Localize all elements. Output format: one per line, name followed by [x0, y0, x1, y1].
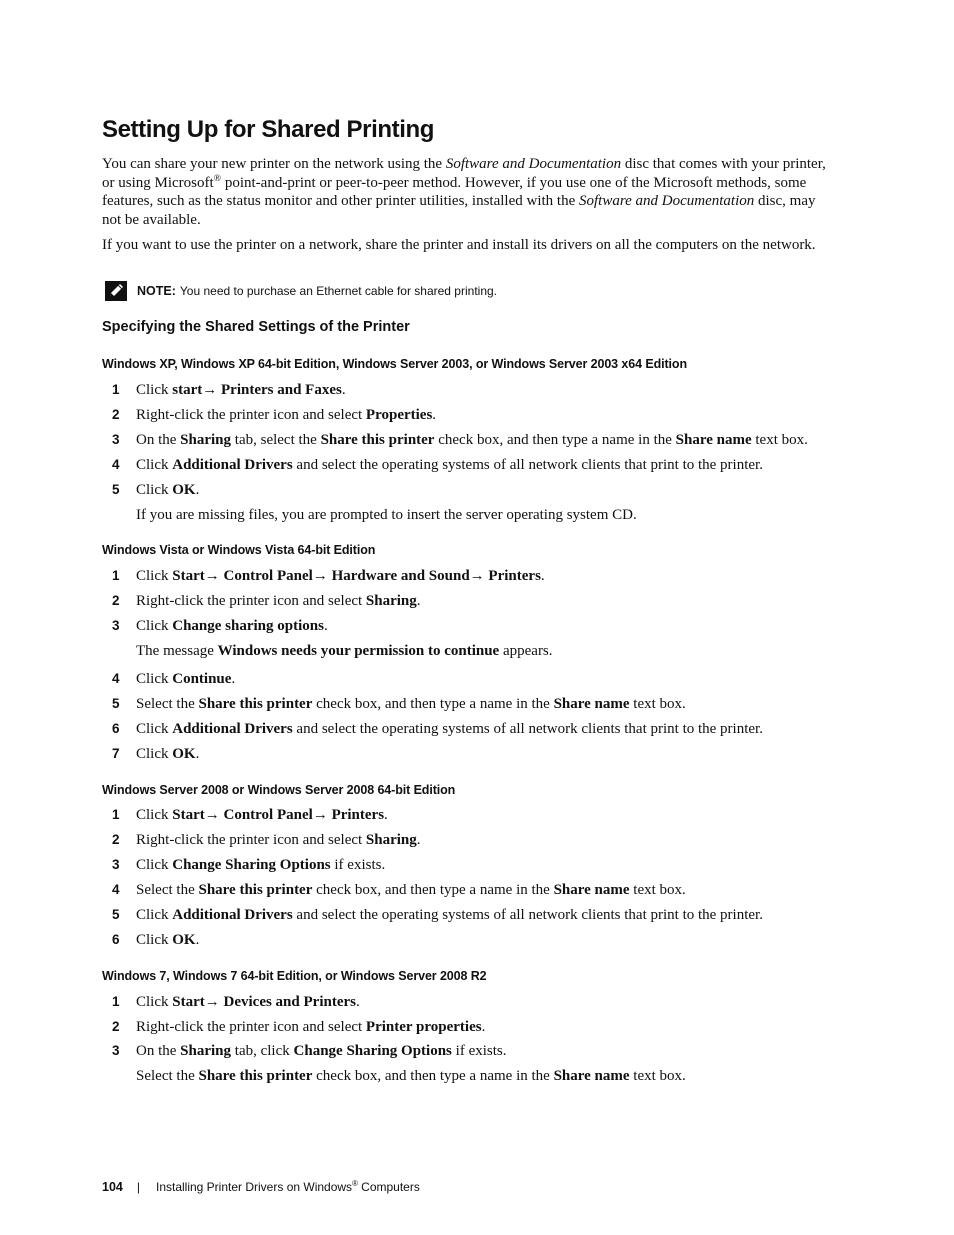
vista-step-7: 7 Click OK.	[112, 746, 200, 762]
ws2008-step-6: 6 Click OK.	[112, 932, 200, 948]
vista-step-5: 5 Select the Share this printer check box, and then type a name in the Share name text box.	[112, 696, 686, 712]
ws2008-step-1: 1 Click Start→ Control Panel→ Printers.	[112, 807, 388, 823]
section-title: Specifying the Shared Settings of the Printer	[102, 319, 410, 335]
xp-heading: Windows XP, Windows XP 64-bit Edition, Windows Server 2003, or Windows Server 2003 x64 Edition	[102, 357, 687, 371]
win7-step-1: 1 Click Start→ Devices and Printers.	[112, 994, 360, 1010]
ws2008-step-2: 2 Right-click the printer icon and select Sharing.	[112, 832, 421, 848]
page-footer	[102, 1180, 420, 1194]
footer-separator: |	[136, 1180, 140, 1194]
xp-step-1: 1 Click start→ Printers and Faxes.	[112, 382, 346, 398]
xp-step-4: 4 Click Additional Drivers and select the operating systems of all network clients that print to the printer.	[112, 457, 763, 473]
ws2008-step-3: 3 Click Change Sharing Options if exists.	[112, 857, 386, 873]
note-box	[105, 280, 497, 302]
vista-step-3: 3 Click Change sharing options.	[112, 618, 328, 634]
note-text: You need to purchase an Ethernet cable for shared printing.	[179, 284, 497, 298]
vista-step-2: 2 Right-click the printer icon and select Sharing.	[112, 593, 421, 609]
vista-step-4: 4 Click Continue.	[112, 671, 236, 687]
note-label: NOTE:	[137, 284, 176, 298]
ws2008-step-5: 5 Click Additional Drivers and select the operating systems of all network clients that print to the printer.	[112, 907, 763, 923]
vista-step-3-note: The message Windows needs your permission to continue appears.	[136, 643, 553, 659]
win7-heading: Windows 7, Windows 7 64-bit Edition, or Windows Server 2008 R2	[102, 969, 487, 983]
vista-step-6: 6 Click Additional Drivers and select the operating systems of all network clients that print to the printer.	[112, 721, 763, 737]
xp-step-5-note: If you are missing files, you are prompted to insert the server operating system CD.	[136, 507, 637, 523]
xp-step-3: 3 On the Sharing tab, select the Share this printer check box, and then type a name in the Share name text box.	[112, 432, 808, 448]
xp-step-5: 5 Click OK.	[112, 482, 200, 498]
page-title: Setting Up for Shared Printing	[102, 116, 435, 143]
win7-step-3-note: Select the Share this printer check box, and then type a name in the Share name text box.	[136, 1068, 686, 1084]
vista-step-1: 1 Click Start→ Control Panel→ Hardware and Sound→ Printers.	[112, 568, 545, 584]
win7-step-3: 3 On the Sharing tab, click Change Sharing Options if exists.	[112, 1043, 507, 1059]
intro-paragraph-2: If you want to use the printer on a network, share the printer and install its drivers on all the computers on the network.	[102, 237, 816, 253]
page-number: 104	[102, 1180, 123, 1194]
xp-step-2: 2 Right-click the printer icon and select Properties.	[112, 407, 437, 423]
footer-chapter-title: Installing Printer Drivers on Windows® Computers	[155, 1179, 420, 1194]
intro-paragraph-1: You can share your new printer on the network using the Software and Documentation disc that comes with your printer, or using Microsoft® point-and-print or peer-to-peer method. However, if you use one of the Microsoft methods, some features, such as the status monitor and other printer utilities, installed with the Software and Documentation disc, may not be available.	[102, 156, 826, 228]
pencil-note-icon	[105, 281, 127, 301]
win7-step-2: 2 Right-click the printer icon and select Printer properties.	[112, 1019, 486, 1035]
ws2008-step-4: 4 Select the Share this printer check box, and then type a name in the Share name text box.	[112, 882, 686, 898]
vista-heading: Windows Vista or Windows Vista 64-bit Edition	[102, 543, 376, 557]
ws2008-heading: Windows Server 2008 or Windows Server 2008 64-bit Edition	[102, 783, 456, 797]
